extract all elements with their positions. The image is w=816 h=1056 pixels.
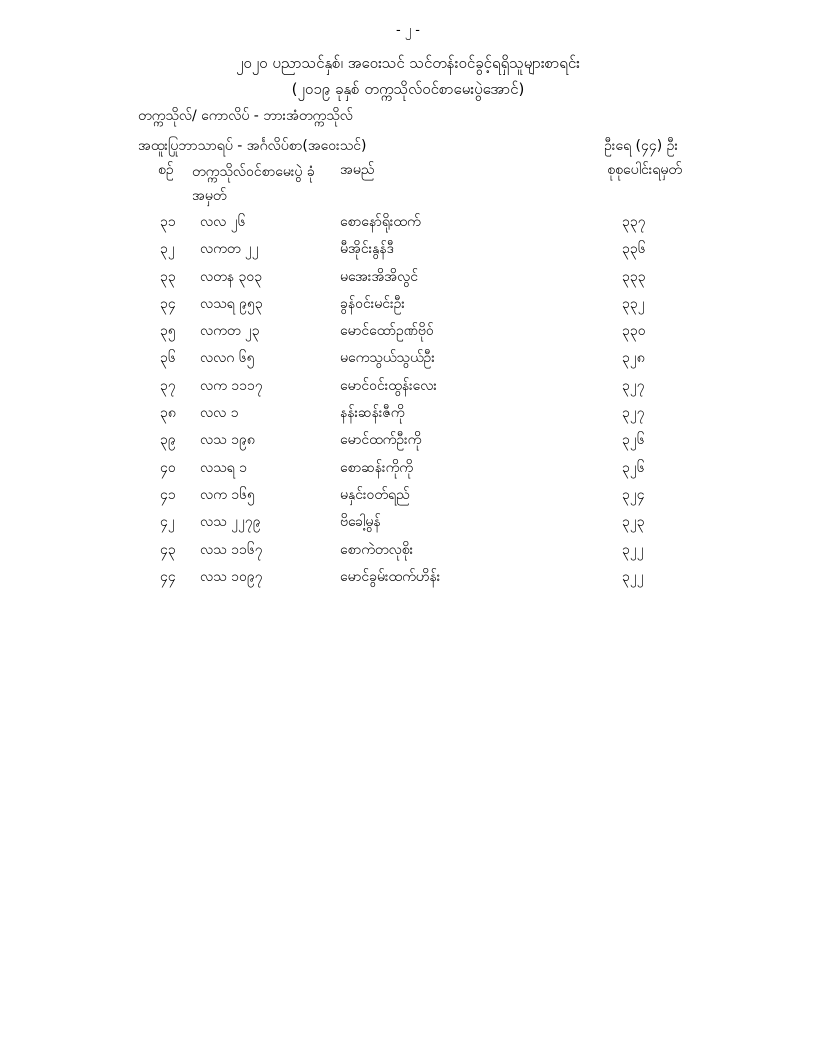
student-name: စောဆန်းကိုကို — [340, 459, 413, 476]
total-marks: ၃၂၃ — [622, 514, 645, 531]
column-header-no: စဉ် — [158, 162, 174, 178]
student-name: မနှင်းဝတ်ရည် — [340, 486, 410, 503]
student-name: မောင်ထက်ဦးကို — [340, 432, 422, 449]
student-name: စောကဲတလုစိုး — [340, 541, 414, 558]
student-name: နန်းဆန်းဇီကို — [340, 405, 405, 422]
row-number: ၄၃ — [160, 541, 176, 558]
table-row — [0, 376, 816, 403]
table-row — [0, 512, 816, 539]
table-row — [0, 212, 816, 239]
table-row — [0, 430, 816, 457]
major-subject-label: အထူးပြုဘာသာရပ် - အင်္ဂလိပ်စာ(အဝေးသင်) — [138, 138, 367, 154]
total-count-label: ဦးရေ (၄၄) ဦး — [604, 138, 678, 154]
student-name: မီအိုင်းနွန်ဒီ — [340, 241, 394, 258]
table-row — [0, 458, 816, 485]
row-number: ၃၄ — [160, 295, 176, 312]
total-marks: ၃၂၈ — [622, 350, 645, 367]
table-row — [0, 239, 816, 266]
roll-number: လလ ၁ — [200, 405, 239, 422]
total-marks: ၃၂၇ — [622, 377, 645, 394]
table-row — [0, 540, 816, 567]
total-marks: ၃၂၆ — [622, 459, 645, 476]
student-name: မကေသွယ်သွယ်ဦး — [340, 350, 435, 367]
table-row — [0, 348, 816, 375]
table-row — [0, 294, 816, 321]
student-name: မောင်ထော်ဥဏ်ဗိုဝ် — [340, 323, 434, 340]
student-name: စောနော်ရိုးထက် — [340, 214, 421, 230]
row-number: ၃၃ — [160, 268, 176, 285]
student-name: ဗိခေါ့မွန် — [340, 514, 381, 531]
total-marks: ၃၃၀ — [622, 323, 646, 340]
table-row — [0, 403, 816, 430]
column-header-marks: စုစုပေါင်းရမှတ် — [607, 162, 682, 178]
row-number: ၄၀ — [160, 459, 176, 476]
total-marks: ၃၂၇ — [622, 405, 645, 422]
table-row — [0, 267, 816, 294]
roll-number: လသရ ၉၅၃ — [200, 295, 263, 312]
roll-number: လသ ၁၁၆၇ — [200, 541, 263, 558]
total-marks: ၃၂၂ — [622, 541, 644, 558]
roll-number: လက ၁၁၁၇ — [200, 377, 263, 394]
table-row — [0, 485, 816, 512]
row-number: ၄၂ — [160, 514, 175, 531]
student-name: မအေးအိအိလွင် — [340, 268, 419, 285]
roll-number: လသ ၁၉၈ — [200, 432, 255, 449]
total-marks: ၃၃၂ — [622, 295, 645, 312]
roll-number: လကတ ၂၃ — [200, 323, 260, 340]
roll-number: လသ ၁၀၉၇ — [200, 568, 263, 585]
row-number: ၄၄ — [160, 568, 176, 585]
university-label: တက္ကသိုလ်/ ကောလိပ် - ဘားအံတက္ကသိုလ် — [138, 108, 353, 124]
student-list — [0, 212, 816, 594]
student-name: မောင်ခွမ်းထက်ဟိန်း — [340, 568, 441, 585]
column-header-roll: တက္ကသိုလ်ဝင်စာမေးပွဲ ခုံအမှတ် — [192, 164, 315, 204]
document-subtitle: (၂၀၁၉ ခုနှစ် တက္ကသိုလ်ဝင်စာမေးပွဲအောင်) — [291, 80, 525, 98]
total-marks: ၃၃၃ — [622, 268, 646, 285]
row-number: ၃၅ — [160, 323, 176, 340]
student-name: ခွန်ဝင်းမင်းဦး — [340, 295, 405, 312]
row-number: ၃၂ — [160, 241, 175, 258]
column-header-name: အမည် — [340, 162, 375, 178]
total-marks: ၃၂၂ — [622, 568, 644, 585]
table-row — [0, 567, 816, 594]
total-marks: ၃၃၆ — [622, 241, 646, 258]
table-row — [0, 321, 816, 348]
row-number: ၃၁ — [160, 214, 176, 230]
document-title: ၂၀၂၀ ပညာသင်နှစ်၊ အဝေးသင် သင်တန်းဝင်ခွင့်ရရှိသူများစာရင်း — [236, 54, 580, 72]
total-marks: ၃၂၆ — [622, 432, 645, 449]
roll-number: လကတ ၂၂ — [200, 241, 259, 258]
row-number: ၄၁ — [160, 486, 176, 503]
roll-number: လသ ၂၂၇၉ — [200, 514, 261, 531]
total-marks: ၃၂၄ — [622, 486, 645, 503]
row-number: ၃၆ — [160, 350, 176, 367]
total-marks: ၃၃၇ — [622, 214, 646, 230]
student-name: မောင်ဝင်းထွန်းလေး — [340, 377, 437, 394]
page-number: - ၂ - — [395, 23, 421, 38]
roll-number: လလ ၂၆ — [200, 214, 246, 230]
roll-number: လက ၁၆၅ — [200, 486, 255, 503]
row-number: ၃၉ — [160, 432, 176, 449]
roll-number: လလဂ ၆၅ — [200, 350, 255, 367]
row-number: ၃၈ — [160, 405, 176, 422]
roll-number: လတန ၃၀၃ — [200, 268, 263, 285]
roll-number: လသရ ၁ — [200, 459, 248, 476]
row-number: ၃၇ — [160, 377, 176, 394]
